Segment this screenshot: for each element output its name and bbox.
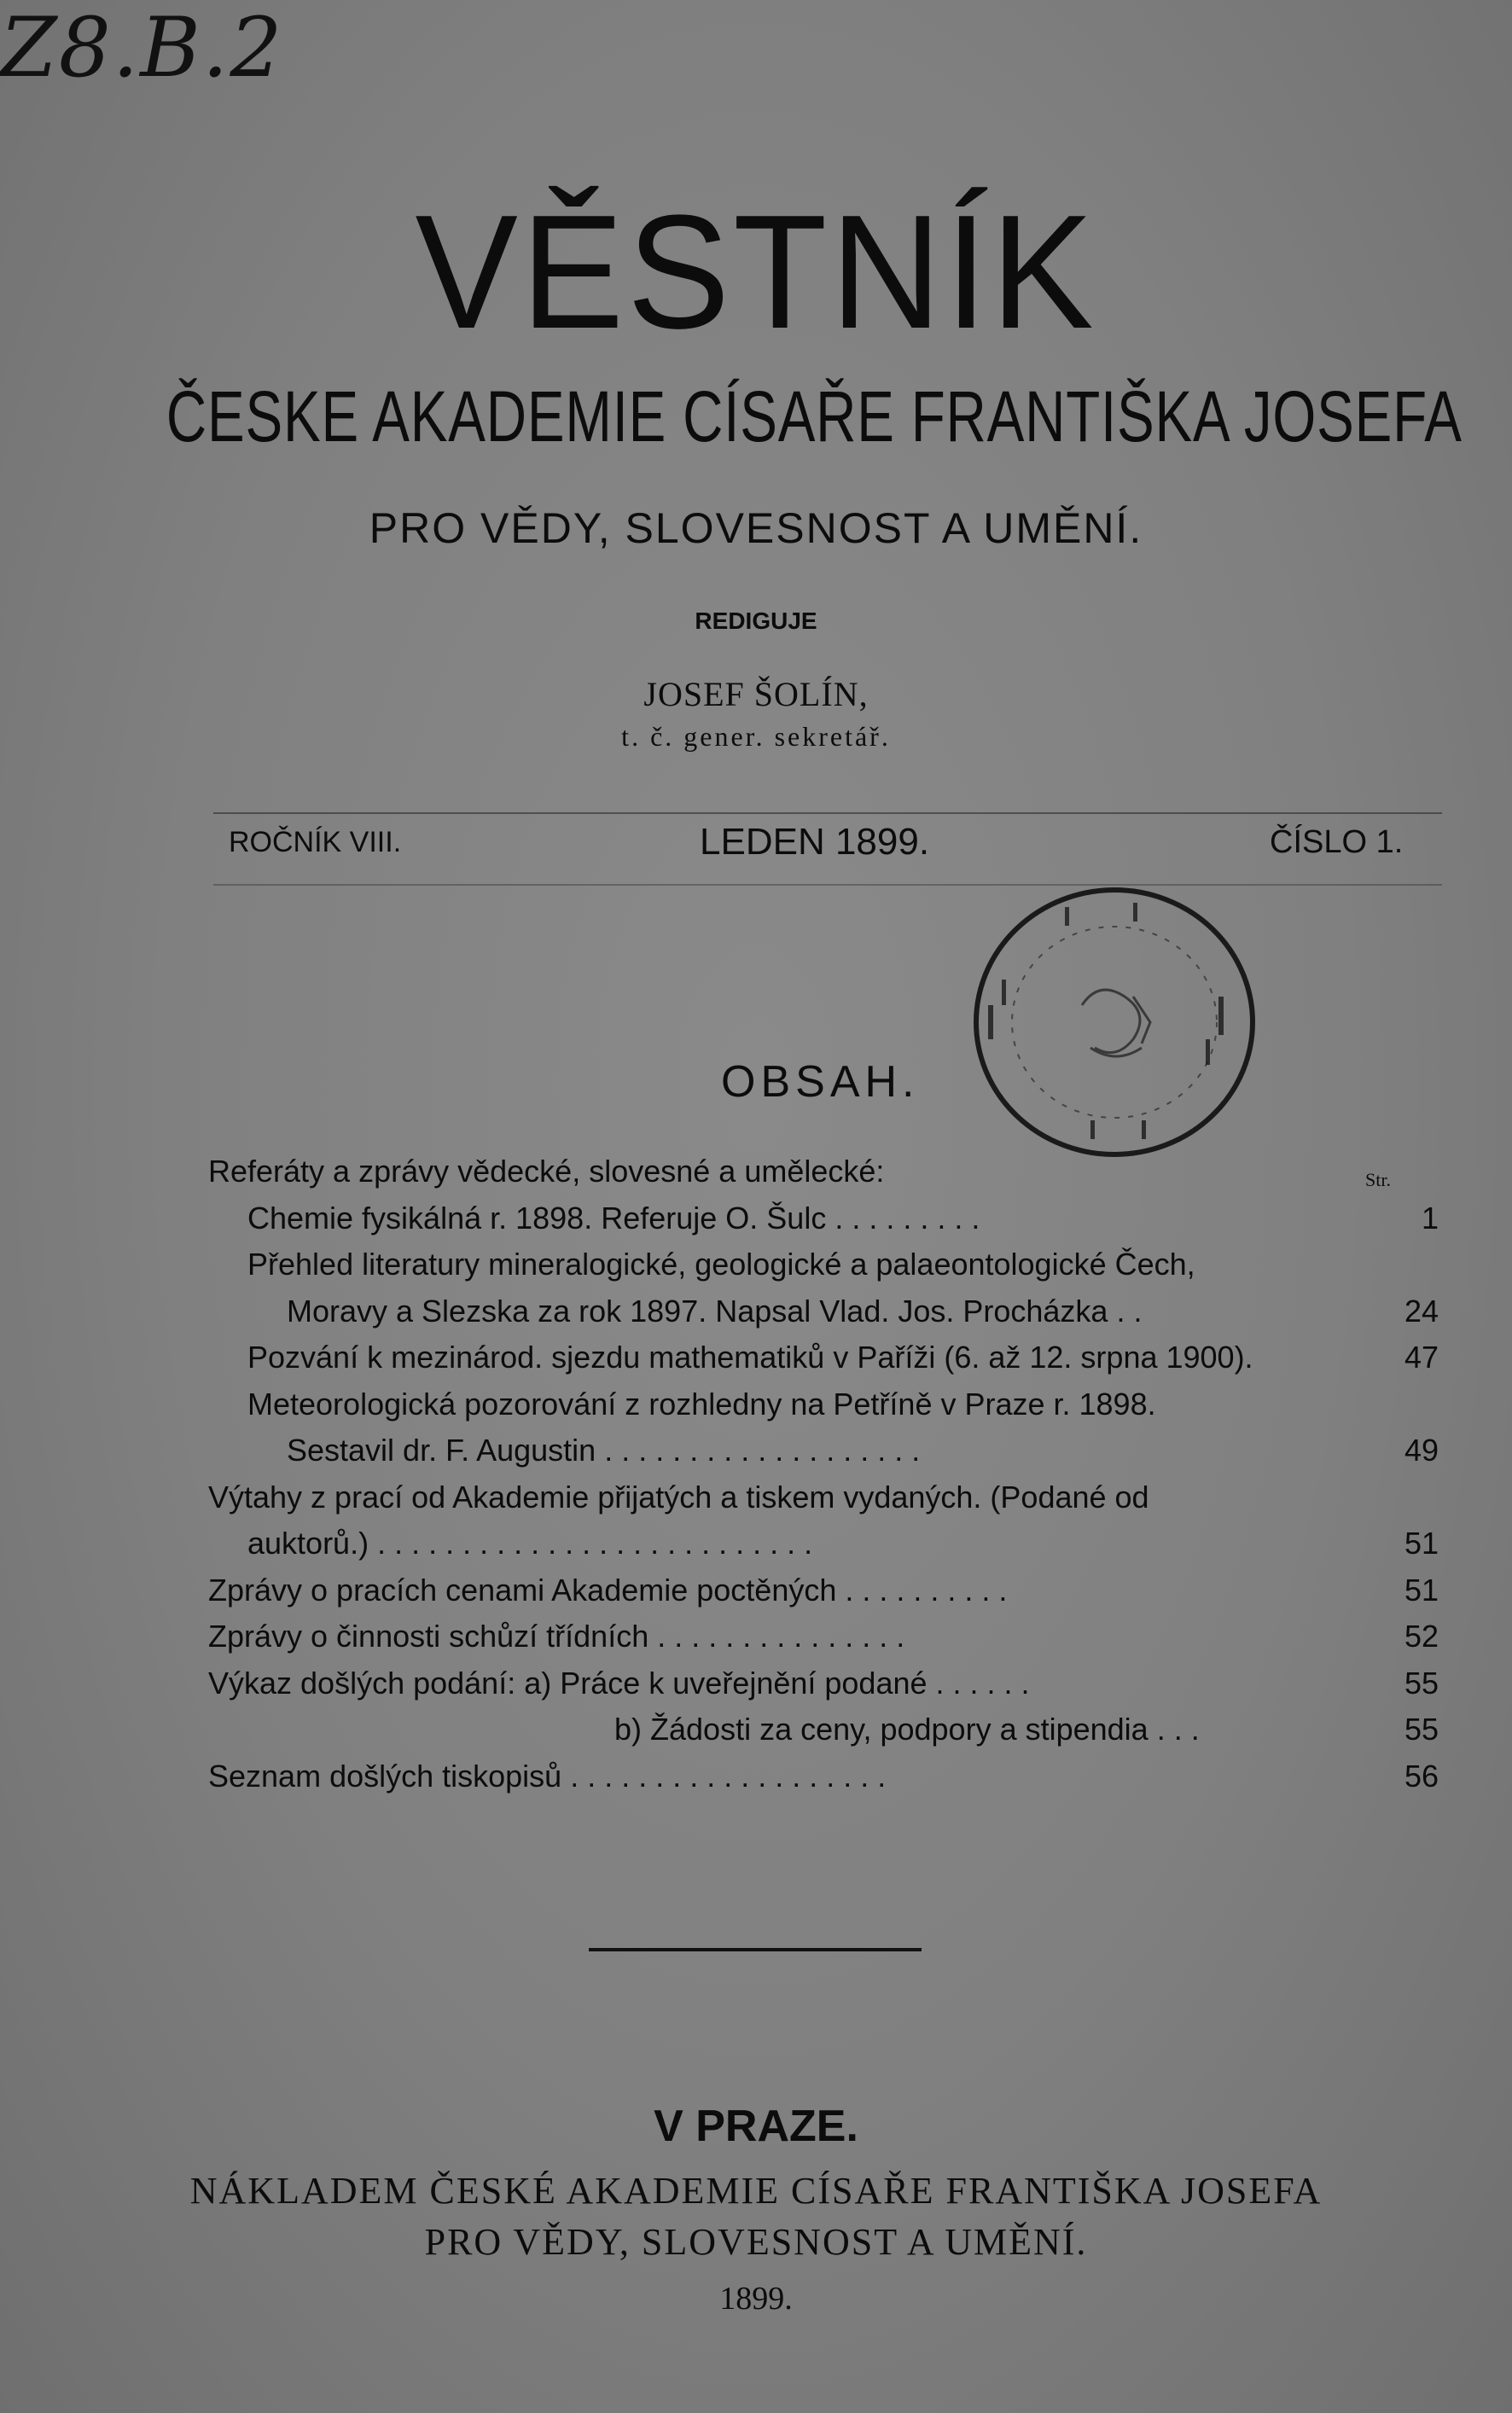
toc-entry: [0, 1526, 1512, 1573]
toc-entry-page: 47: [1404, 1340, 1439, 1375]
toc-entry: [0, 1759, 1512, 1806]
toc-entry-title: Seznam došlých tiskopisů . . . . . . . . . . . . . . . . . . .: [208, 1758, 887, 1794]
toc-entry-page: 55: [1404, 1712, 1439, 1747]
toc-entry-title: Sestavil dr. F. Augustin . . . . . . . . . . . . . . . . . . .: [287, 1433, 921, 1468]
editor-name: JOSEF ŠOLÍN,: [643, 675, 869, 713]
toc-entry-page: 52: [1404, 1619, 1439, 1654]
header-rule-top: [213, 812, 1442, 814]
toc-entry: [0, 1480, 1512, 1527]
page-column-label: Str.: [1365, 1169, 1391, 1190]
toc-entry-title: Referáty a zprávy vědecké, slovesné a umělecké:: [208, 1154, 885, 1189]
toc-entry: [0, 1573, 1512, 1620]
contents-heading: OBSAH.: [721, 1057, 920, 1107]
toc-entry: [0, 1247, 1512, 1294]
issue-date: LEDEN 1899.: [700, 821, 930, 863]
toc-entry-title: b) Žádosti za ceny, podpory a stipendia . . .: [614, 1712, 1200, 1747]
toc-entry-page: 51: [1404, 1526, 1439, 1561]
toc-entry-page: 55: [1404, 1665, 1439, 1701]
toc-entry-title: Zprávy o pracích cenami Akademie poctěných . . . . . . . . . .: [208, 1572, 1008, 1608]
toc-entry-page: 49: [1404, 1433, 1439, 1468]
toc-entry-title: Výkaz došlých podání: a) Práce k uveřejnění podané . . . . . .: [208, 1665, 1030, 1701]
toc-entry-page: 56: [1404, 1758, 1439, 1794]
toc-entry: [0, 1340, 1512, 1387]
library-stamp: [962, 877, 1266, 1167]
toc-entry: [0, 1433, 1512, 1480]
toc-entry-page: 1: [1421, 1200, 1439, 1236]
toc-entry: [0, 1387, 1512, 1434]
journal-title: VĚSTNÍK: [415, 182, 1097, 363]
toc-entry-title: Výtahy z prací od Akademie přijatých a tiskem vydaných. (Podané od: [208, 1479, 1149, 1515]
handwritten-shelfmark: Z8.B.2: [0, 0, 284, 96]
separator-rule: [589, 1948, 922, 1951]
publisher-line-2: PRO VĚDY, SLOVESNOST A UMĚNÍ.: [424, 2221, 1088, 2263]
toc-entry-title: Přehled literatury mineralogické, geologické a palaeontologické Čech,: [247, 1247, 1195, 1282]
toc-entry-title: Pozvání k mezinárod. sjezdu mathematiků v Paříži (6. až 12. srpna 1900).: [247, 1340, 1253, 1375]
toc-entry: [0, 1619, 1512, 1666]
toc-entry-title: auktorů.) . . . . . . . . . . . . . . . . . . . . . . . . . .: [247, 1526, 813, 1561]
toc-entry-page: 24: [1404, 1293, 1439, 1329]
toc-entry-title: Zprávy o činnosti schůzí třídních . . . . . . . . . . . . . . .: [208, 1619, 905, 1654]
academy-name: ČESKE AKADEMIE CÍSAŘE FRANTIŠKA JOSEFA: [166, 376, 1463, 456]
toc-entry-title: Moravy a Slezska za rok 1897. Napsal Vlad. Jos. Procházka . .: [287, 1293, 1143, 1329]
imprint-year: 1899.: [719, 2281, 793, 2317]
toc-entry: [0, 1154, 1512, 1201]
volume-number: ROČNÍK VIII.: [229, 826, 402, 858]
editor-label: REDIGUJE: [695, 608, 817, 634]
editor-title: t. č. gener. sekretář.: [621, 721, 891, 752]
toc-entry-title: Meteorologická pozorování z rozhledny na Petříně v Praze r. 1898.: [247, 1386, 1156, 1422]
academy-subtitle: PRO VĚDY, SLOVESNOST A UMĚNÍ.: [369, 504, 1143, 552]
toc-entry: [0, 1666, 1512, 1713]
publisher-line-1: NÁKLADEM ČESKÉ AKADEMIE CÍSAŘE FRANTIŠKA JOSEFA: [189, 2170, 1323, 2212]
issue-number: ČÍSLO 1.: [1270, 824, 1404, 860]
imprint-place: V PRAZE.: [654, 2102, 858, 2151]
toc-entry: [0, 1294, 1512, 1341]
toc-entry-title: Chemie fysikálná r. 1898. Referuje O. Šulc . . . . . . . . .: [247, 1200, 980, 1236]
toc-entry-page: 51: [1404, 1572, 1439, 1608]
toc-entry: [0, 1201, 1512, 1248]
toc-entry: [0, 1712, 1512, 1759]
